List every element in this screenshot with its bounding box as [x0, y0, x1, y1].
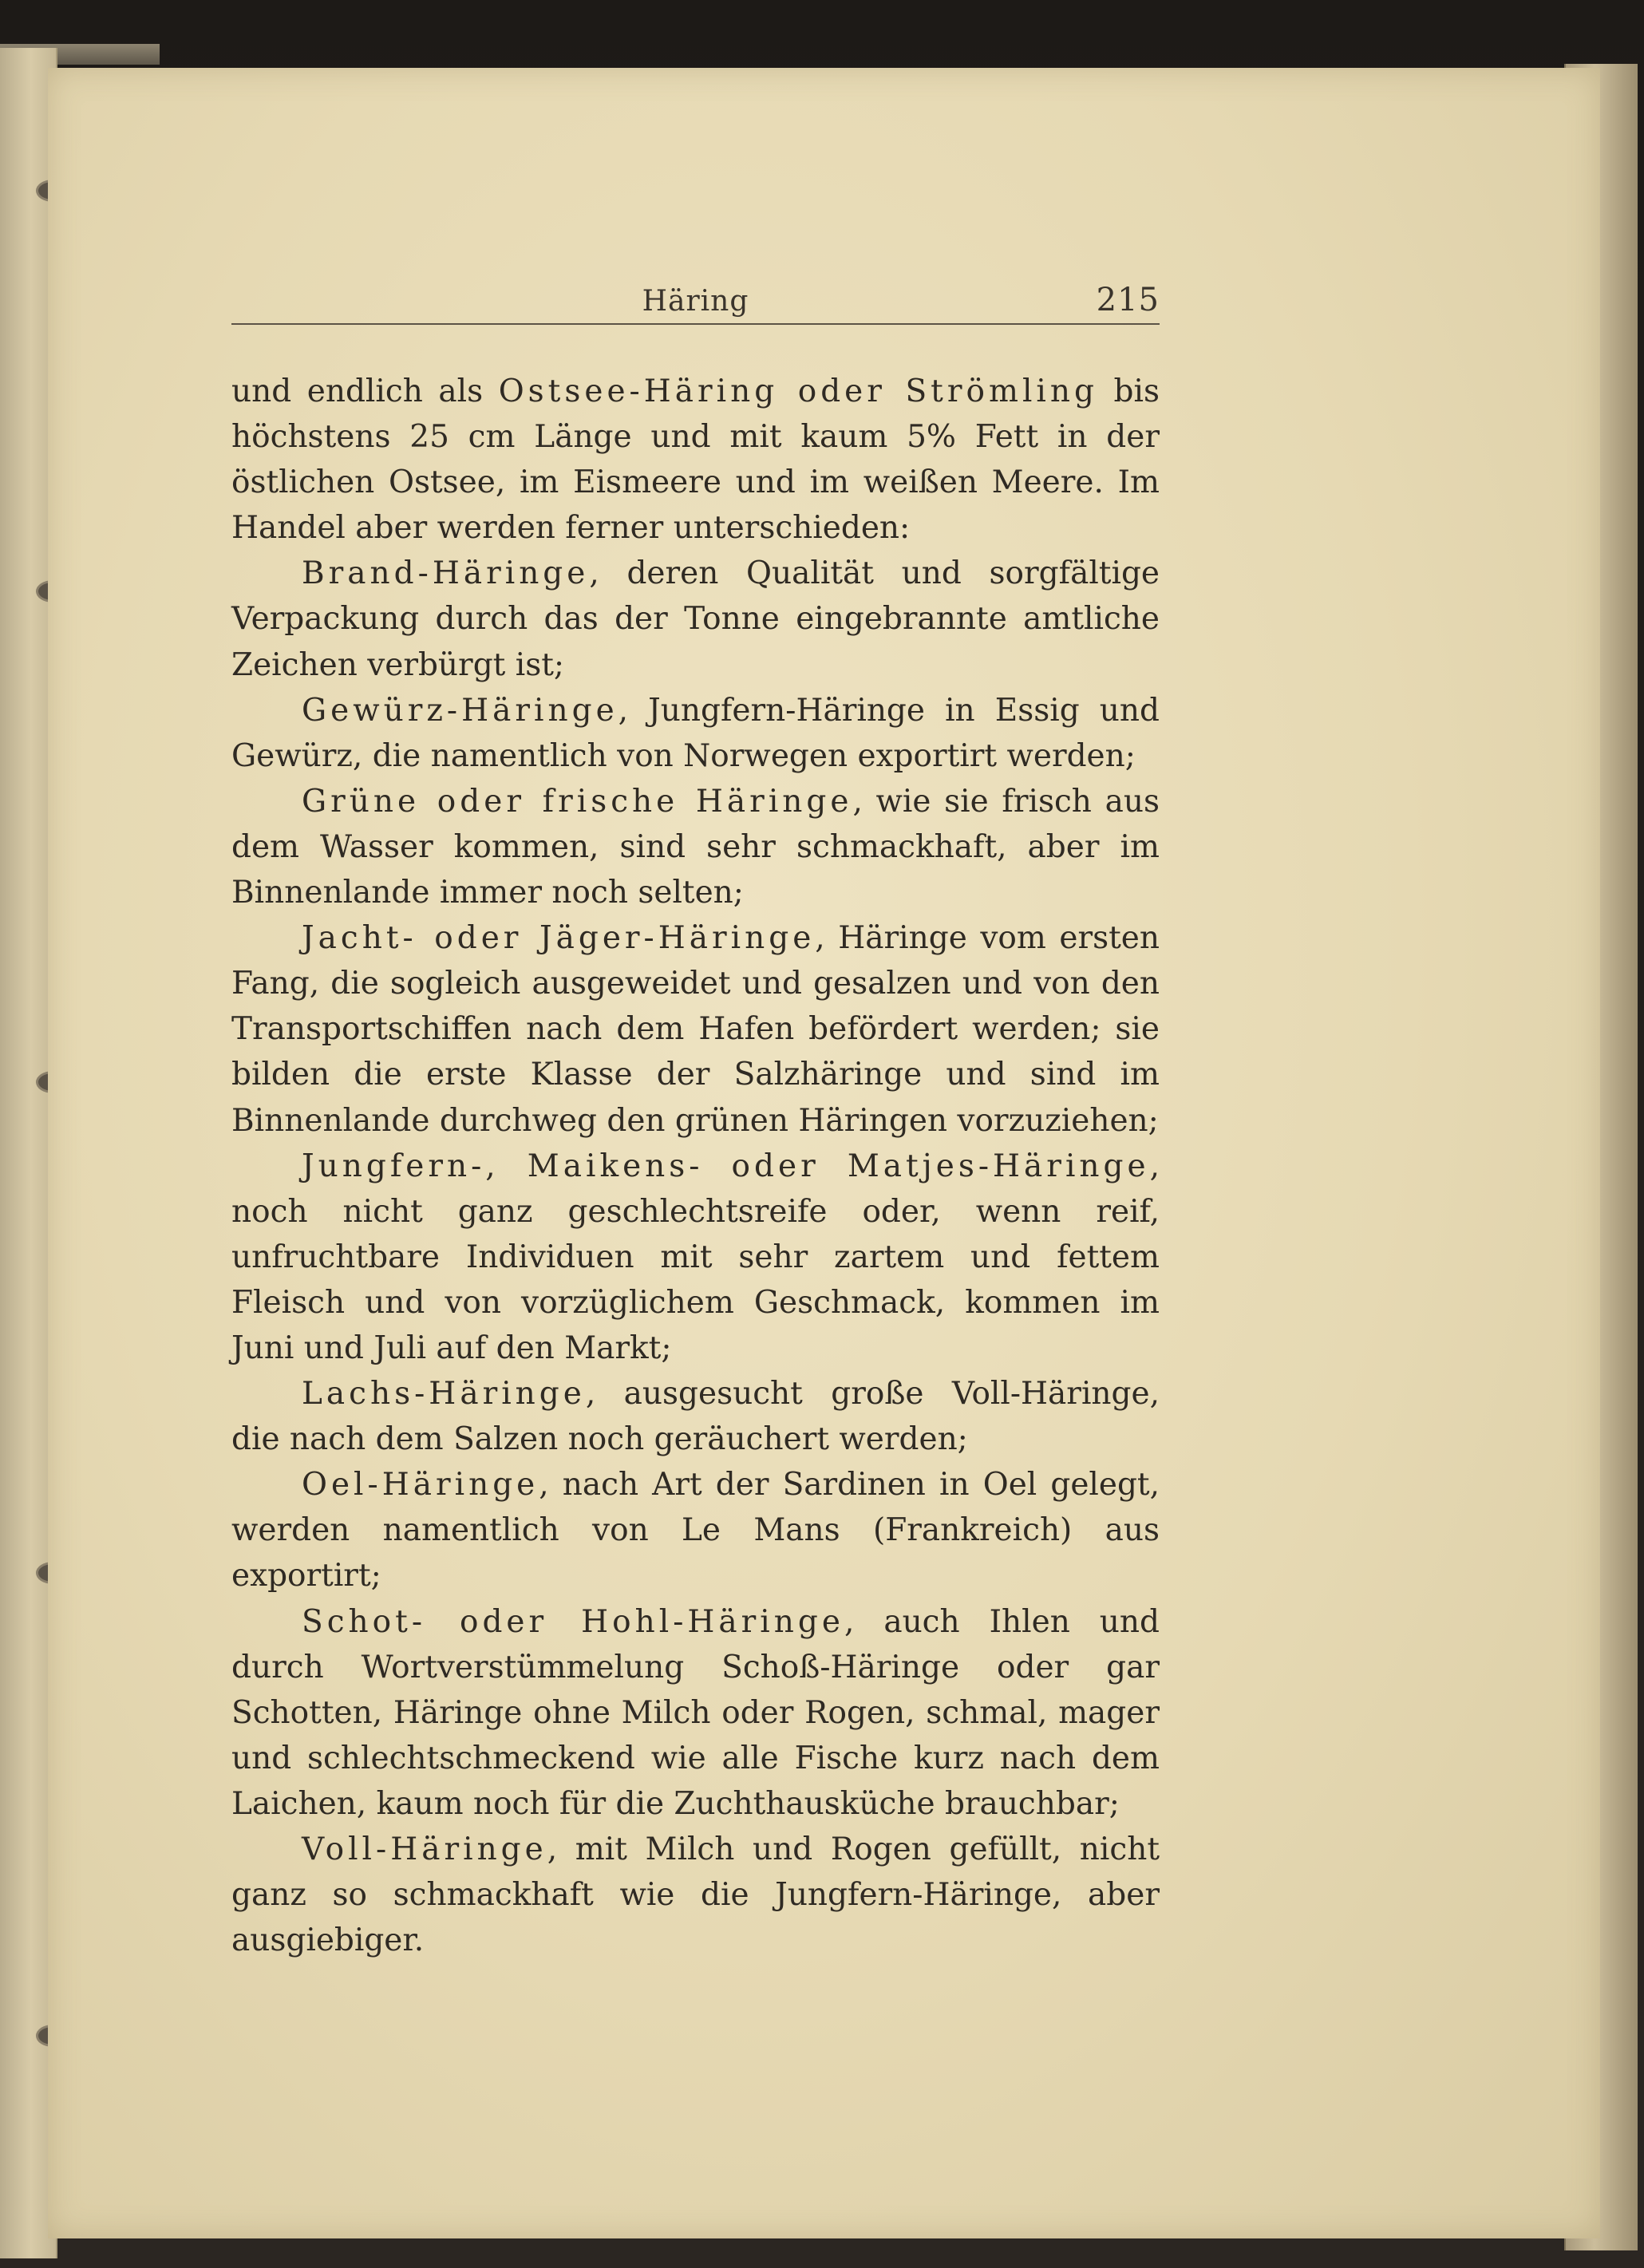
- entry-term: Oel-Häringe: [302, 1467, 539, 1503]
- running-head: [231, 283, 1160, 325]
- entry-paragraph: [231, 1462, 1160, 1598]
- entry-term: Gewürz-Häringe: [302, 692, 618, 729]
- entry-paragraph: [231, 551, 1160, 687]
- entry-text: , wie sie frisch aus dem Wasser kommen, sind sehr schmackhaft, aber im Binnenlande immer noch selten;: [231, 783, 1160, 911]
- entry-paragraph: [231, 779, 1160, 915]
- entry-paragraph: [231, 1827, 1160, 1963]
- entry-paragraph: [231, 1599, 1160, 1827]
- intro-pre: und endlich als: [231, 373, 499, 409]
- entry-text: , ausgesucht große Voll-Häringe, die nach dem Salzen noch geräuchert werden;: [231, 1376, 1160, 1458]
- entry-term: Voll-Häringe: [302, 1831, 547, 1867]
- entry-text: , Jungfern-Häringe in Essig und Gewürz, die namentlich von Norwegen exportirt werden;: [231, 692, 1160, 774]
- entry-text: , mit Milch und Rogen gefüllt, nicht ganz so schmackhaft wie die Jungfern-Häringe, aber ausgiebiger.: [231, 1831, 1160, 1959]
- intro-post: bis höchstens 25 cm Länge und mit kaum 5% Fett in der östlichen Ostsee, im Eismeere und im weißen Meere. Im Handel aber werden ferner unterschieden:: [231, 373, 1160, 547]
- entry-term: Schot- oder Hohl-Häringe: [302, 1603, 844, 1640]
- intro-term: Ostsee-Häring oder Strömling: [498, 373, 1098, 409]
- entry-paragraph: [231, 1371, 1160, 1462]
- entry-term: Jungfern-, Maikens- oder Matjes-Häringe: [302, 1148, 1150, 1184]
- entry-text: , deren Qualität und sorgfältige Verpackung durch das der Tonne eingebrannte amtliche Zeichen verbürgt ist;: [231, 555, 1160, 683]
- entry-paragraph: [231, 915, 1160, 1143]
- intro-paragraph: [231, 369, 1160, 551]
- running-head-title: Häring: [642, 285, 749, 318]
- entry-paragraph: [231, 1144, 1160, 1371]
- body-text: [231, 369, 1160, 1963]
- entry-term: Lachs-Häringe: [302, 1376, 586, 1413]
- entry-text: , Häringe vom ersten Fang, die sogleich ausgeweidet und gesalzen und von den Transportschiffen nach dem Hafen befördert werden; sie bilden die erste Klasse der Salzhäringe und sind im Binnenlande durchweg den grünen Häringen vorzuziehen;: [231, 920, 1160, 1139]
- entry-text: , nach Art der Sardinen in Oel gelegt, werden namentlich von Le Mans (Frankreich) aus exportirt;: [231, 1467, 1160, 1594]
- page-number: 215: [1096, 282, 1160, 318]
- entry-term: Grüne oder frische Häringe: [302, 783, 853, 820]
- entry-paragraph: [231, 688, 1160, 779]
- entry-text: , noch nicht ganz geschlechtsreife oder, wenn reif, unfruchtbare Individuen mit sehr zartem und fettem Fleisch und von vorzüglichem Geschmack, kommen im Juni und Juli auf den Markt;: [231, 1148, 1160, 1366]
- entry-term: Jacht- oder Jäger-Häringe: [302, 920, 816, 957]
- entry-text: , auch Ihlen und durch Wortverstümmelung Schoß-Häringe oder gar Schotten, Häringe ohne Milch oder Rogen, schmal, mager und schlechtschmeckend wie alle Fische kurz nach dem Laichen, kaum noch für die Zuchthausküche brauchbar;: [231, 1603, 1160, 1822]
- entry-term: Brand-Häringe: [302, 555, 590, 592]
